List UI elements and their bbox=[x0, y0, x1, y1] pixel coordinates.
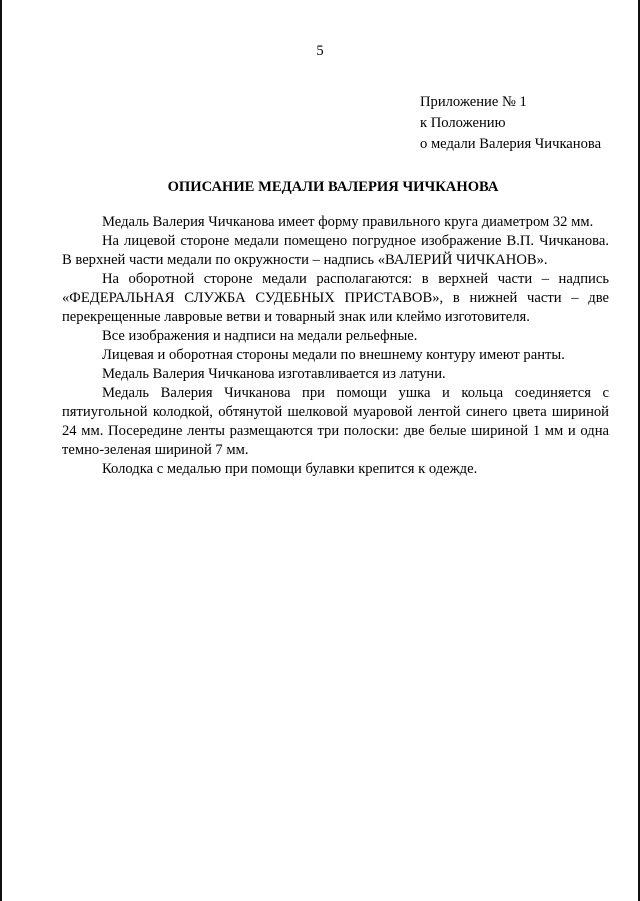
annex-line-2: к Положению bbox=[420, 115, 506, 131]
scan-edge-left bbox=[0, 0, 2, 901]
annex-line-1: Приложение № 1 bbox=[420, 94, 527, 110]
document-body bbox=[62, 213, 609, 479]
annex-line-3: о медали Валерия Чичканова bbox=[420, 136, 602, 152]
paragraph-attachment: Колодка с медалью при помощи булавки крепится к одежде. bbox=[102, 461, 478, 477]
document-title: ОПИСАНИЕ МЕДАЛИ ВАЛЕРИЯ ЧИЧКАНОВА bbox=[167, 179, 499, 195]
paragraph-reverse: На оборотной стороне медали располагаются: в верхней части – надпись «ФЕДЕРАЛЬНАЯ СЛУЖБА СУДЕБНЫХ ПРИСТАВОВ», в нижней части – две перекрещенные лавровые ветви и товарный знак или клеймо изготовителя. bbox=[62, 271, 609, 325]
annex-block bbox=[420, 92, 635, 155]
page-number: 5 bbox=[316, 43, 324, 59]
paragraph-ribbon: Медаль Валерия Чичканова при помощи ушка и кольца соединяется с пятиугольной колодкой, обтянутой шелковой муаровой лентой синего цвета шириной 24 мм. Посередине ленты размещаются три полоски: две белые шириной 1 мм и одна темно-зеленая шириной 7 мм. bbox=[62, 385, 609, 458]
paragraph-rims: Лицевая и оборотная стороны медали по внешнему контуру имеют ранты. bbox=[102, 347, 565, 363]
paragraph-material: Медаль Валерия Чичканова изготавливается из латуни. bbox=[102, 366, 446, 382]
paragraph-shape: Медаль Валерия Чичканова имеет форму правильного круга диаметром 32 мм. bbox=[102, 214, 594, 230]
paragraph-relief: Все изображения и надписи на медали рельефные. bbox=[102, 328, 418, 344]
paragraph-obverse: На лицевой стороне медали помещено погрудное изображение В.П. Чичканова. В верхней части медали по окружности – надпись «ВАЛЕРИЙ ЧИЧКАНОВ». bbox=[62, 233, 609, 268]
